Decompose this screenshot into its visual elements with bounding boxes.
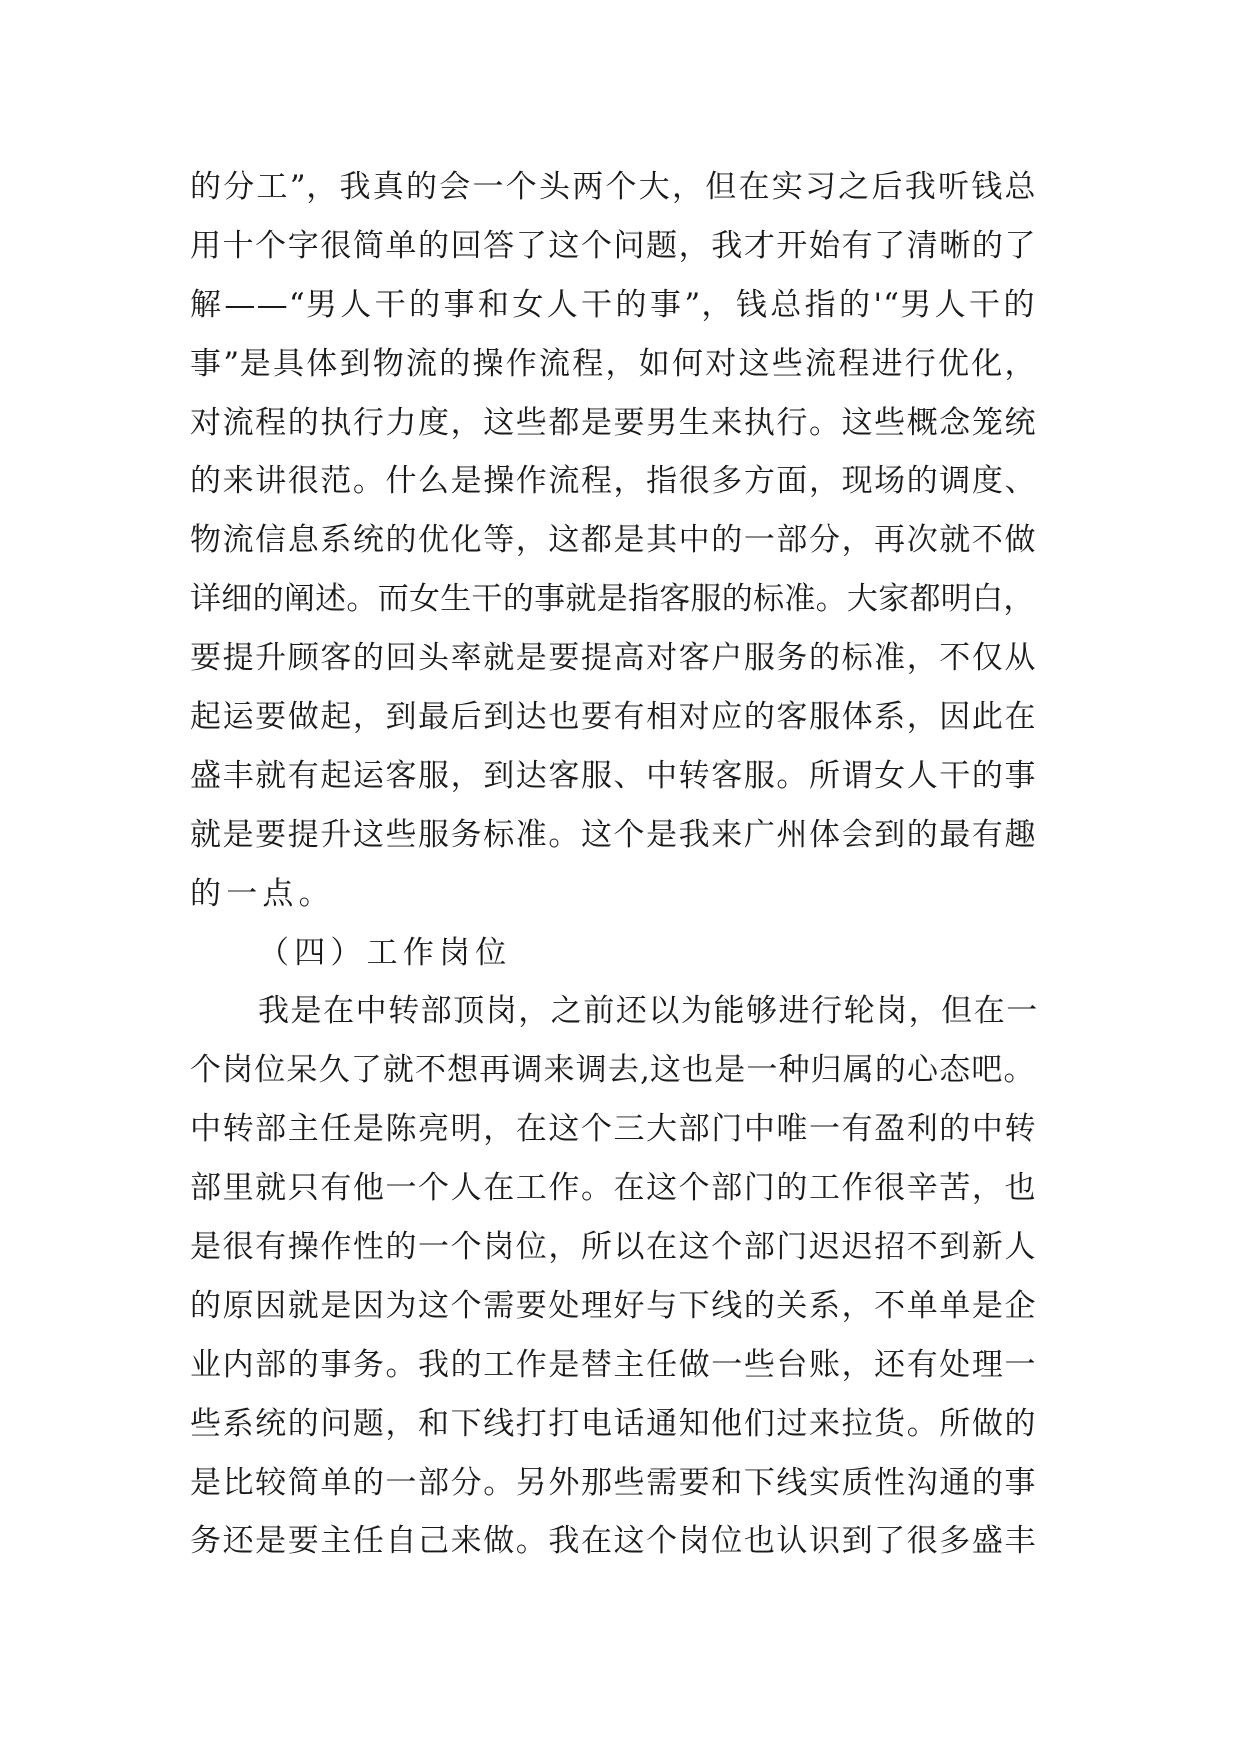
text-line: 的​ 分​ 工​ ”​ ，​ 我​ 真​ 的​ 会​ 一​ 个​ 头​ 两​ 个​ 大​ ，​ 但​ 在​ 实​ 习​ 之​ 后​ 我​ 听​ 钱​ 总 <box>190 169 1036 205</box>
section-heading: （四）工作岗位 <box>258 934 512 971</box>
text-line: 就​ 是​ 要​ 提​ 升​ 这​ 些​ 服​ 务​ 标​ 准​ 。​ 这​ 个​ 是​ 我​ 来​ 广​ 州​ 体​ 会​ 到​ 的​ 最​ 有​ 趣 <box>190 816 1036 853</box>
body-text <box>190 158 1060 1571</box>
text-line: 详细的阐述。而女生干的事就是指客服的标准。大家都明白， <box>190 581 1035 618</box>
text-line: 个​ 岗​ 位​ 呆​ 久​ 了​ 就​ 不​ 想​ 再​ 调​ 来​ 调​ 去​ ,​ 这​ 也​ 是​ 一​ 种​ 归​ 属​ 的​ 心​ 态​ 吧​ 。 <box>190 1052 1035 1089</box>
text-line: 对​ 流​ 程​ 的​ 执​ 行​ 力​ 度​ ，​ 这​ 些​ 都​ 是​ 要​ 男​ 生​ 来​ 执​ 行​ 。​ 这​ 些​ 概​ 念​ 笼​ 统 <box>190 404 1036 441</box>
text-line: 盛​ 丰​ 就​ 有​ 起​ 运​ 客​ 服​ ，​ 到​ 达​ 客​ 服​ 、​ 中​ 转​ 客​ 服​ 。​ 所​ 谓​ 女​ 人​ 干​ 的​ 事 <box>190 757 1036 794</box>
text-line: 是​ 比​ 较​ 简​ 单​ 的​ 一​ 部​ 分​ 。​ 另​ 外​ 那​ 些​ 需​ 要​ 和​ 下​ 线​ 实​ 质​ 性​ 沟​ 通​ 的​ 事 <box>190 1464 1036 1501</box>
text-line: 的​ 来​ 讲​ 很​ 范​ 。​ 什​ 么​ 是​ 操​ 作​ 流​ 程​ ，​ 指​ 很​ 多​ 方​ 面​ ，​ 现​ 场​ 的​ 调​ 度​ 、 <box>190 463 1036 500</box>
text-line: 的一点。 <box>190 875 335 912</box>
text-line: 务​ 还​ 是​ 要​ 主​ 任​ 自​ 己​ 来​ 做​ 。​ 我​ 在​ 这​ 个​ 岗​ 位​ 也​ 认​ 识​ 到​ 了​ 很​ 多​ 盛​ 丰 <box>190 1523 1036 1560</box>
text-line: 起​ 运​ 要​ 做​ 起​ ，​ 到​ 最​ 后​ 到​ 达​ 也​ 要​ 有​ 相​ 对​ 应​ 的​ 客​ 服​ 体​ 系​ ，​ 因​ 此​ 在 <box>190 699 1036 736</box>
text-line: 用​ 十​ 个​ 字​ 很​ 简​ 单​ 的​ 回​ 答​ 了​ 这​ 个​ 问​ 题​ ，​ 我​ 才​ 开​ 始​ 有​ 了​ 清​ 晰​ 的​ 了 <box>190 227 1036 264</box>
text-line: 的​ 原​ 因​ 就​ 是​ 因​ 为​ 这​ 个​ 需​ 要​ 处​ 理​ 好​ 与​ 下​ 线​ 的​ 关​ 系​ ，​ 不​ 单​ 单​ 是​ 企 <box>190 1287 1036 1324</box>
text-line: 要​ 提​ 升​ 顾​ 客​ 的​ 回​ 头​ 率​ 就​ 是​ 要​ 提​ 高​ 对​ 客​ 户​ 服​ 务​ 的​ 标​ 准​ ，​ 不​ 仅​ 从 <box>190 640 1036 677</box>
text-line: 部​ 里​ 就​ 只​ 有​ 他​ 一​ 个​ 人​ 在​ 工​ 作​ 。​ 在​ 这​ 个​ 部​ 门​ 的​ 工​ 作​ 很​ 辛​ 苦​ ，​ 也 <box>190 1170 1036 1207</box>
text-line: 物​ 流​ 信​ 息​ 系​ 统​ 的​ 优​ 化​ 等​ ，​ 这​ 都​ 是​ 其​ 中​ 的​ 一​ 部​ 分​ ，​ 再​ 次​ 就​ 不​ 做 <box>190 522 1036 559</box>
text-line: 些​ 系​ 统​ 的​ 问​ 题​ ，​ 和​ 下​ 线​ 打​ 打​ 电​ 话​ 通​ 知​ 他​ 们​ 过​ 来​ 拉​ 货​ 。​ 所​ 做​ 的 <box>190 1405 1036 1442</box>
text-line: 是​ 很​ 有​ 操​ 作​ 性​ 的​ 一​ 个​ 岗​ 位​ ，​ 所​ 以​ 在​ 这​ 个​ 部​ 门​ 迟​ 迟​ 招​ 不​ 到​ 新​ 人 <box>190 1229 1036 1266</box>
text-line: 事​ ”​ 是​ 具​ 体​ 到​ 物​ 流​ 的​ 操​ 作​ 流​ 程​ ，​ 如​ 何​ 对​ 这​ 些​ 流​ 程​ 进​ 行​ 优​ 化​ ， <box>190 345 1036 382</box>
text-line: 我​ 是​ 在​ 中​ 转​ 部​ 顶​ 岗​ ，​ 之​ 前​ 还​ 以​ 为​ 能​ 够​ 进​ 行​ 轮​ 岗​ ，​ 但​ 在​ 一 <box>258 993 1038 1030</box>
text-line: 业​ 内​ 部​ 的​ 事​ 务​ 。​ 我​ 的​ 工​ 作​ 是​ 替​ 主​ 任​ 做​ 一​ 些​ 台​ 账​ ，​ 还​ 有​ 处​ 理​ 一 <box>190 1346 1036 1383</box>
text-line: 解​ —​ —​ “​ 男​ 人​ 干​ 的​ 事​ 和​ 女​ 人​ 干​ 的​ 事​ ”​ ，​ 钱​ 总​ 指​ 的​ '​ “​ 男​ 人​ 干​ 的 <box>190 286 1035 323</box>
text-line: 中​ 转​ 部​ 主​ 任​ 是​ 陈​ 亮​ 明​ ，​ 在​ 这​ 个​ 三​ 大​ 部​ 门​ 中​ 唯​ 一​ 有​ 盈​ 利​ 的​ 中​ 转 <box>190 1111 1036 1148</box>
